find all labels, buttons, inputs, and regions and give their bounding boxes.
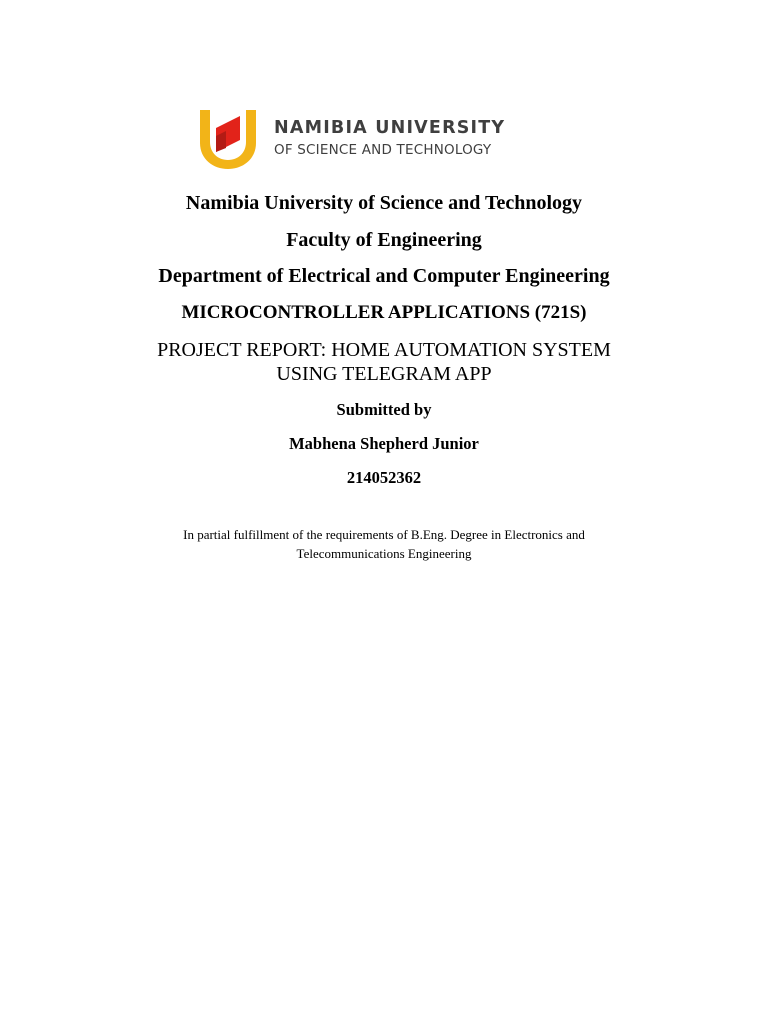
university-logo [196,106,506,172]
submitted-by-label: Submitted by [336,400,432,419]
student-number: 214052362 [346,468,422,487]
course-title: MICROCONTROLLER APPLICATIONS (721S) [181,302,587,323]
department-name: Department of Electrical and Computer Engineering [158,265,610,287]
university-name: Namibia University of Science and Technology [185,192,583,214]
fulfillment-note-line-2: Telecommunications Engineering [296,546,472,561]
logo-subtitle: OF SCIENCE AND TECHNOLOGY [274,142,492,158]
project-title-line-1: PROJECT REPORT: HOME AUTOMATION SYSTEM [157,339,611,361]
logo-title: NAMIBIA UNIVERSITY [274,118,506,138]
project-title-line-2: USING TELEGRAM APP [276,363,492,385]
student-name: Mabhena Shepherd Junior [289,434,479,453]
fulfillment-note-line-1: In partial fulfillment of the requirements of B.Eng. Degree in Electronics and [183,527,585,542]
shield-emblem-icon [196,106,260,170]
faculty-name: Faculty of Engineering [286,229,482,251]
